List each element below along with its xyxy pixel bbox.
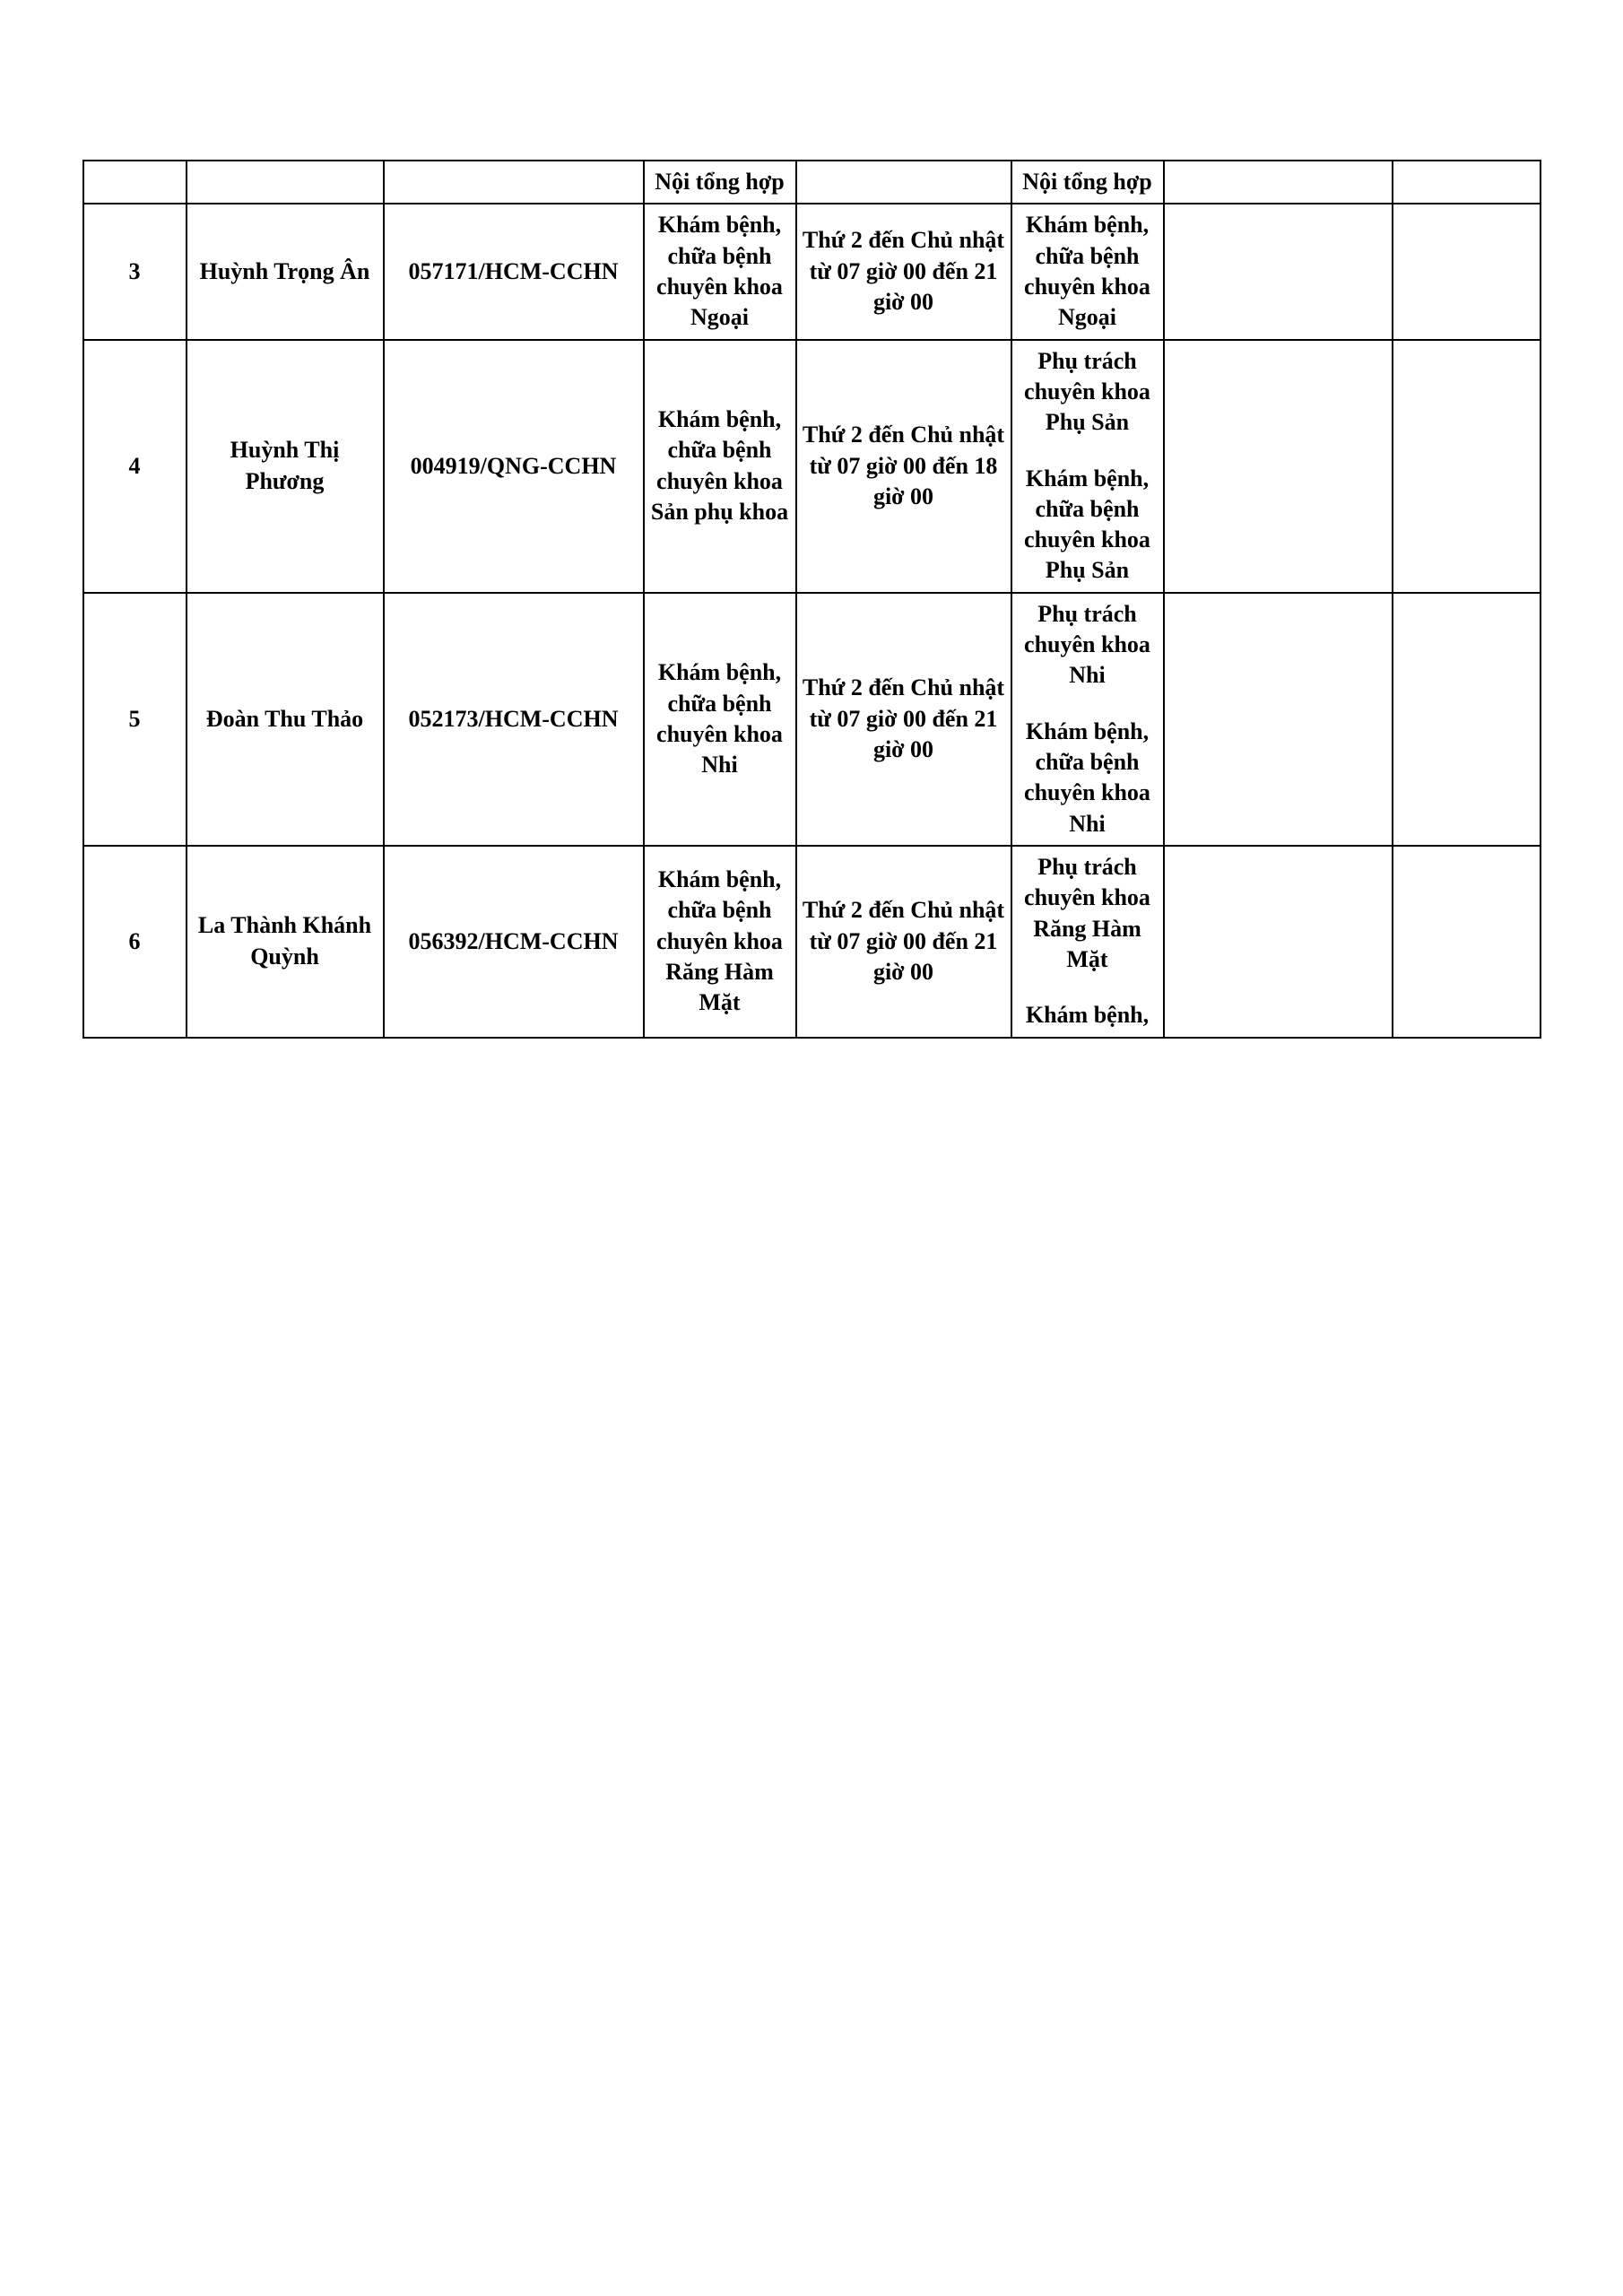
- table-row: [83, 340, 1541, 593]
- cell-role: Nội tổng hợp: [1011, 161, 1164, 204]
- cell-note1: [1164, 340, 1393, 593]
- cell-note2: [1393, 340, 1541, 593]
- cell-cchn: 004919/QNG-CCHN: [384, 340, 644, 593]
- cell-note1: [1164, 204, 1393, 339]
- cell-stt: 4: [83, 340, 187, 593]
- cell-time: Thứ 2 đến Chủ nhật từ 07 giờ 00 đến 21 giờ 00: [796, 846, 1011, 1038]
- cell-time: [796, 161, 1011, 204]
- cell-name: La Thành Khánh Quỳnh: [187, 846, 384, 1038]
- cell-role: Khám bệnh, chữa bệnh chuyên khoa Ngoại: [1011, 204, 1164, 339]
- table-row: [83, 161, 1541, 204]
- cell-name: Huỳnh Thị Phương: [187, 340, 384, 593]
- table-row: [83, 204, 1541, 339]
- cell-name: [187, 161, 384, 204]
- cell-role: [1011, 846, 1164, 1038]
- cell-scope: Khám bệnh, chữa bệnh chuyên khoa Răng Hàm Mặt: [644, 846, 796, 1038]
- cell-role-line2: Khám bệnh, chữa bệnh chuyên khoa Phụ Sản: [1024, 465, 1150, 584]
- cell-cchn: 057171/HCM-CCHN: [384, 204, 644, 339]
- cell-cchn: [384, 161, 644, 204]
- cell-role-line1: Phụ trách chuyên khoa Răng Hàm Mặt: [1024, 853, 1150, 972]
- cell-stt: 6: [83, 846, 187, 1038]
- cell-scope: Khám bệnh, chữa bệnh chuyên khoa Sản phụ khoa: [644, 340, 796, 593]
- cell-note2: [1393, 846, 1541, 1038]
- cell-scope: Nội tổng hợp: [644, 161, 796, 204]
- cell-role: [1011, 340, 1164, 593]
- cell-stt: 3: [83, 204, 187, 339]
- cell-time: Thứ 2 đến Chủ nhật từ 07 giờ 00 đến 18 giờ 00: [796, 340, 1011, 593]
- cell-name: Huỳnh Trọng Ân: [187, 204, 384, 339]
- cell-stt: [83, 161, 187, 204]
- cell-name: Đoàn Thu Thảo: [187, 593, 384, 846]
- cell-note1: [1164, 846, 1393, 1038]
- cell-role-line1: Phụ trách chuyên khoa Nhi: [1024, 600, 1150, 689]
- cell-note2: [1393, 204, 1541, 339]
- cell-role-line2: Khám bệnh, chữa bệnh chuyên khoa Nhi: [1024, 718, 1150, 837]
- cell-time: Thứ 2 đến Chủ nhật từ 07 giờ 00 đến 21 giờ 00: [796, 593, 1011, 846]
- table-body: [83, 161, 1541, 1038]
- cell-role-line2: Khám bệnh,: [1025, 1002, 1150, 1029]
- table-row: [83, 593, 1541, 846]
- cell-role: [1011, 593, 1164, 846]
- practitioner-table: [82, 160, 1541, 1039]
- cell-scope: Khám bệnh, chữa bệnh chuyên khoa Nhi: [644, 593, 796, 846]
- cell-cchn: 052173/HCM-CCHN: [384, 593, 644, 846]
- cell-note2: [1393, 161, 1541, 204]
- cell-cchn: 056392/HCM-CCHN: [384, 846, 644, 1038]
- cell-role-line1: Phụ trách chuyên khoa Phụ Sản: [1024, 347, 1150, 436]
- table-row: [83, 846, 1541, 1038]
- cell-scope: Khám bệnh, chữa bệnh chuyên khoa Ngoại: [644, 204, 796, 339]
- cell-time: Thứ 2 đến Chủ nhật từ 07 giờ 00 đến 21 giờ 00: [796, 204, 1011, 339]
- cell-note1: [1164, 593, 1393, 846]
- cell-note1: [1164, 161, 1393, 204]
- cell-note2: [1393, 593, 1541, 846]
- cell-stt: 5: [83, 593, 187, 846]
